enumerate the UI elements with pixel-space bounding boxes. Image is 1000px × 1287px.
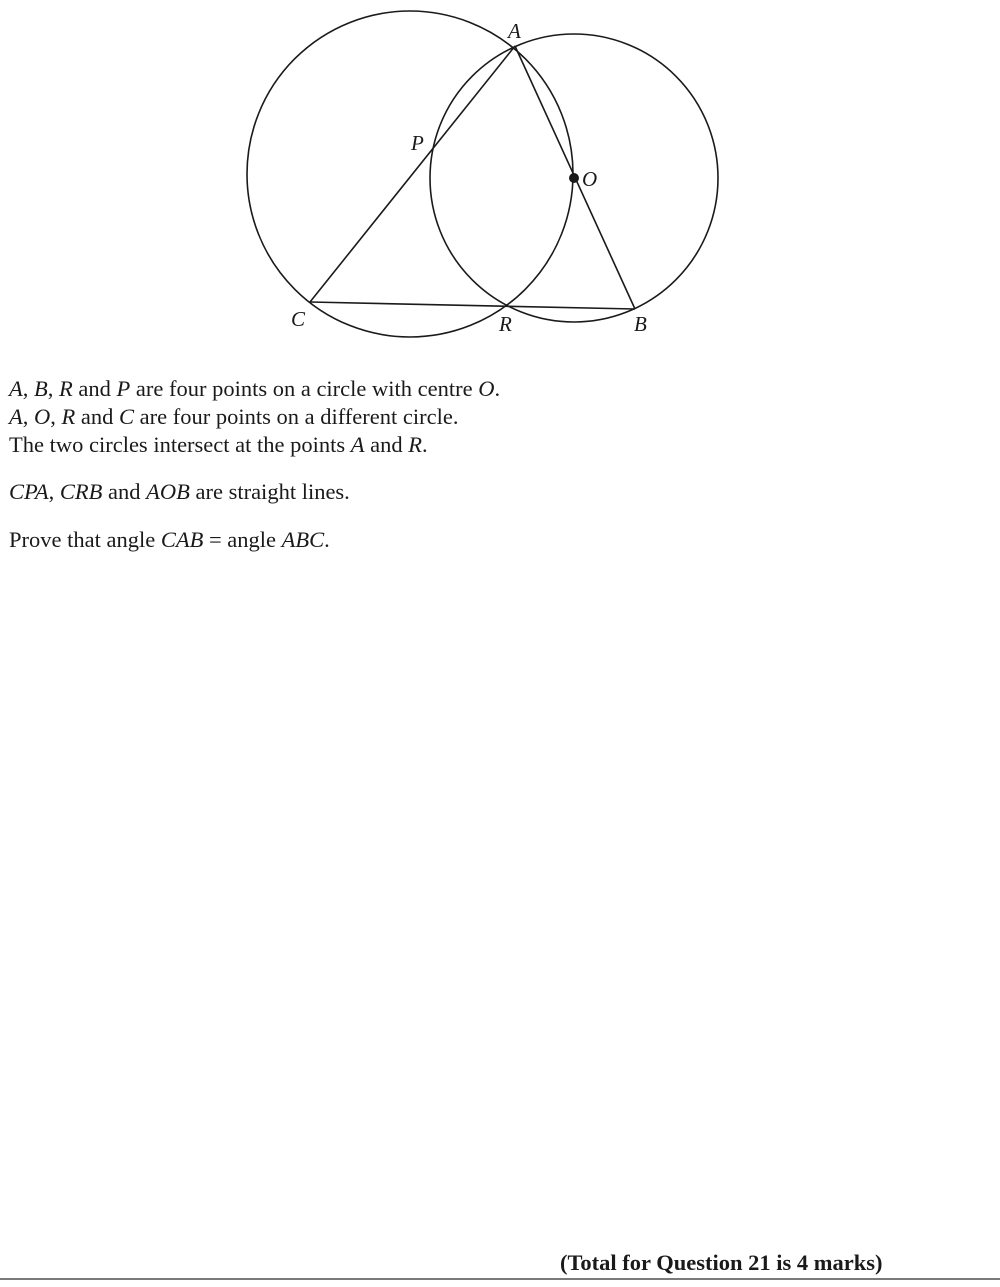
centre-point-o — [569, 173, 579, 183]
line-crb — [310, 302, 635, 309]
statement-line-1: A, B, R and P are four points on a circle with centre O. — [9, 376, 501, 401]
statement-line-3: The two circles intersect at the points A and R. — [9, 432, 428, 457]
label-b: B — [634, 312, 647, 336]
straight-lines-statement: CPA, CRB and AOB are straight lines. — [9, 479, 350, 504]
label-p: P — [411, 131, 424, 155]
label-a: A — [508, 19, 521, 43]
circle-aorc — [247, 11, 573, 337]
prove-instruction: Prove that angle CAB = angle ABC. — [9, 527, 330, 552]
bottom-divider — [0, 1278, 1000, 1280]
label-r: R — [499, 312, 512, 336]
question-description — [9, 375, 500, 459]
label-c: C — [291, 307, 306, 331]
total-marks: (Total for Question 21 is 4 marks) — [560, 1250, 883, 1275]
line-cpa — [310, 46, 515, 302]
circle-geometry-diagram — [0, 0, 1000, 350]
label-o: O — [582, 167, 598, 191]
statement-line-2: A, O, R and C are four points on a different circle. — [9, 404, 459, 429]
